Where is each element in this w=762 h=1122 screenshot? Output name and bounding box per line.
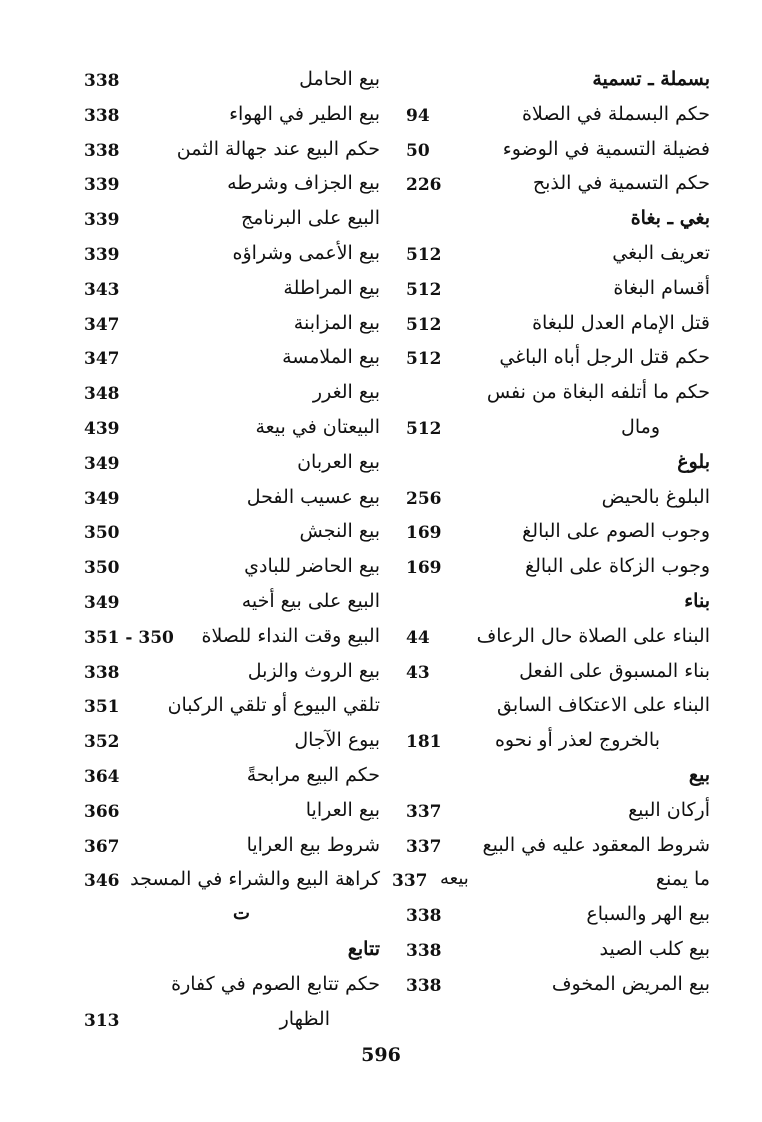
entry-term: شروط المعقود عليه في البيع	[482, 833, 710, 856]
index-entry	[70, 166, 380, 201]
page-reference: 349	[84, 453, 120, 474]
index-entry	[392, 967, 710, 1002]
entry-term: بيع الحامل	[299, 68, 380, 90]
index-entry	[70, 1002, 380, 1037]
page-reference: 348	[84, 384, 120, 405]
entry-term: البيع على بيع أخيه	[241, 589, 380, 612]
page-reference: 347	[84, 349, 120, 370]
page-reference: 226	[406, 175, 442, 196]
entry-term: بيع المراطلة	[283, 276, 380, 299]
entry-term: وجوب الصوم على البالغ	[522, 520, 710, 543]
entry-term: بيع عسيب الفحل	[246, 485, 380, 508]
index-entry	[392, 688, 710, 723]
index-column-left	[70, 62, 380, 1036]
page-reference: 339	[84, 244, 120, 265]
entry-term: حكم التسمية في الذبح	[532, 172, 710, 195]
index-entry	[392, 166, 710, 201]
entry-term: كراهة البيع والشراء في المسجد	[130, 868, 380, 891]
entry-term: بيع الحاضر للبادي	[244, 555, 380, 578]
index-entry	[70, 271, 380, 306]
page-reference: 350	[84, 523, 120, 544]
entry-term: شروط بيع العرايا	[246, 833, 380, 856]
index-column-right	[392, 62, 710, 1002]
page-reference: 338	[84, 140, 120, 161]
entry-term: ما يمنع	[655, 868, 710, 891]
page-reference: 338	[406, 940, 442, 961]
entry-term: بيع المزابنة	[293, 311, 380, 334]
page-reference: 351 - 350	[84, 627, 174, 648]
page-reference: 512	[406, 349, 442, 370]
entry-term: تعريف البغي	[612, 241, 710, 264]
heading-term: بغي ـ بغاة	[630, 207, 710, 230]
index-entry	[70, 62, 380, 97]
entry-term: بيوع الآجال	[294, 729, 380, 752]
entry-term: ومال	[621, 415, 660, 438]
index-entry	[70, 828, 380, 863]
entry-term: بيع الطير في الهواء	[229, 102, 380, 125]
entry-term: بيع كلب الصيد	[599, 937, 710, 960]
index-entry	[392, 654, 710, 689]
entry-term: حكم قتل الرجل أباه الباغي	[499, 346, 710, 369]
index-heading	[392, 62, 710, 97]
index-entry	[70, 723, 380, 758]
page-reference: 337	[392, 871, 428, 892]
page-reference: 338	[84, 662, 120, 683]
index-entry	[392, 480, 710, 515]
entry-term-continuation: بيعه	[440, 868, 469, 890]
entry-term: بيع النجش	[299, 520, 380, 543]
index-entry	[70, 862, 380, 897]
entry-term: الظهار	[279, 1007, 330, 1030]
index-entry	[70, 967, 380, 1002]
page-reference: 512	[406, 244, 442, 265]
heading-term: تتابع	[347, 937, 380, 960]
index-entry	[70, 340, 380, 375]
page-reference: 349	[84, 592, 120, 613]
page-reference: 337	[406, 836, 442, 857]
entry-term: ت	[233, 903, 250, 925]
index-entry	[70, 480, 380, 515]
entry-term: تلقي البيوع أو تلقي الركبان	[167, 694, 380, 717]
heading-term: بسملة ـ تسمية	[592, 68, 710, 90]
index-entry	[392, 514, 710, 549]
index-entry	[70, 514, 380, 549]
page-reference: 50	[406, 140, 430, 161]
index-entry	[392, 97, 710, 132]
index-entry	[392, 132, 710, 167]
entry-term: بيع المريض المخوف	[551, 972, 710, 995]
index-entry	[70, 758, 380, 793]
page-reference: 352	[84, 732, 120, 753]
page-reference: 367	[84, 836, 120, 857]
entry-term: حكم البسملة في الصلاة	[522, 102, 710, 125]
index-entry	[70, 897, 380, 932]
page-reference: 343	[84, 279, 120, 300]
index-heading	[70, 932, 380, 967]
entry-term: البيع على البرنامج	[241, 207, 380, 230]
page-reference: 181	[406, 732, 442, 753]
index-entry	[392, 828, 710, 863]
index-entry	[70, 410, 380, 445]
index-entry	[70, 445, 380, 480]
page-reference: 256	[406, 488, 442, 509]
entry-term: البناء على الصلاة حال الرعاف	[476, 624, 710, 647]
page-reference: 364	[84, 766, 120, 787]
page-reference: 169	[406, 558, 442, 579]
page-reference: 350	[84, 558, 120, 579]
entry-term: البيع وقت النداء للصلاة	[201, 624, 380, 647]
page-reference: 439	[84, 418, 120, 439]
page-reference: 338	[84, 105, 120, 126]
index-entry	[392, 375, 710, 410]
index-entry	[392, 549, 710, 584]
entry-term: بيع الهر والسباع	[586, 903, 710, 926]
page-reference: 169	[406, 523, 442, 544]
index-entry	[392, 236, 710, 271]
index-heading	[392, 445, 710, 480]
index-entry	[392, 619, 710, 654]
page-reference: 512	[406, 418, 442, 439]
page-reference: 313	[84, 1010, 120, 1031]
entry-term: بيع الملامسة	[282, 346, 380, 369]
heading-term: بيع	[688, 763, 710, 786]
page-number: 596	[361, 1044, 401, 1066]
index-entry	[392, 862, 710, 897]
index-entry	[392, 271, 710, 306]
index-entry	[70, 132, 380, 167]
page-reference: 338	[84, 71, 120, 91]
heading-term: بناء	[684, 589, 710, 612]
index-entry	[392, 340, 710, 375]
entry-term: بيع العربان	[297, 450, 380, 473]
index-heading	[392, 758, 710, 793]
index-entry	[70, 97, 380, 132]
entry-term: بالخروج لعذر أو نحوه	[494, 729, 660, 752]
entry-term: أقسام البغاة	[613, 276, 710, 299]
page-reference: 44	[406, 627, 430, 648]
index-entry	[392, 932, 710, 967]
page-reference: 351	[84, 697, 120, 718]
index-entry	[70, 654, 380, 689]
page-reference: 512	[406, 314, 442, 335]
entry-term: البيعتان في بيعة	[255, 415, 380, 438]
index-entry	[70, 201, 380, 236]
entry-term: أركان البيع	[628, 798, 710, 821]
page-reference: 339	[84, 210, 120, 231]
page-reference: 338	[406, 906, 442, 927]
entry-term: وجوب الزكاة على البالغ	[524, 555, 710, 578]
page-reference: 366	[84, 801, 120, 822]
index-entry	[392, 410, 710, 445]
entry-term: بيع الروث والزبل	[247, 659, 380, 682]
index-heading	[392, 201, 710, 236]
index-entry	[70, 306, 380, 341]
entry-term: حكم البيع عند جهالة الثمن	[176, 137, 380, 160]
entry-term: حكم تتابع الصوم في كفارة	[171, 972, 380, 995]
entry-term: بيع العرايا	[305, 798, 380, 821]
entry-term: البناء على الاعتكاف السابق	[497, 694, 710, 717]
entry-term: البلوغ بالحيض	[601, 485, 710, 508]
page-reference: 94	[406, 105, 430, 126]
entry-term: بناء المسبوق على الفعل	[519, 659, 710, 682]
index-entry	[392, 723, 710, 758]
page-reference: 338	[406, 975, 442, 996]
entry-term: بيع الغرر	[312, 381, 380, 404]
heading-term: بلوغ	[677, 450, 710, 473]
page-reference: 512	[406, 279, 442, 300]
entry-term: بيع الأعمى وشراؤه	[232, 241, 380, 264]
index-entry	[70, 688, 380, 723]
page-reference: 339	[84, 175, 120, 196]
index-entry	[392, 306, 710, 341]
entry-term: بيع الجزاف وشرطه	[227, 172, 380, 195]
index-entry	[392, 793, 710, 828]
index-entry	[70, 549, 380, 584]
index-entry	[392, 897, 710, 932]
page-reference: 43	[406, 662, 430, 683]
entry-term: فضيلة التسمية في الوضوء	[502, 137, 710, 160]
entry-term: حكم ما أتلفه البغاة من نفس	[486, 381, 710, 404]
page-reference: 347	[84, 314, 120, 335]
page-reference: 349	[84, 488, 120, 509]
index-entry	[70, 619, 380, 654]
entry-term: قتل الإمام العدل للبغاة	[532, 311, 710, 334]
index-heading	[392, 584, 710, 619]
index-entry	[70, 793, 380, 828]
entry-term: حكم البيع مرابحةً	[246, 763, 380, 786]
page-reference: 337	[406, 801, 442, 822]
index-entry	[70, 236, 380, 271]
index-entry	[70, 584, 380, 619]
index-entry	[70, 375, 380, 410]
page-reference: 346	[84, 871, 120, 892]
